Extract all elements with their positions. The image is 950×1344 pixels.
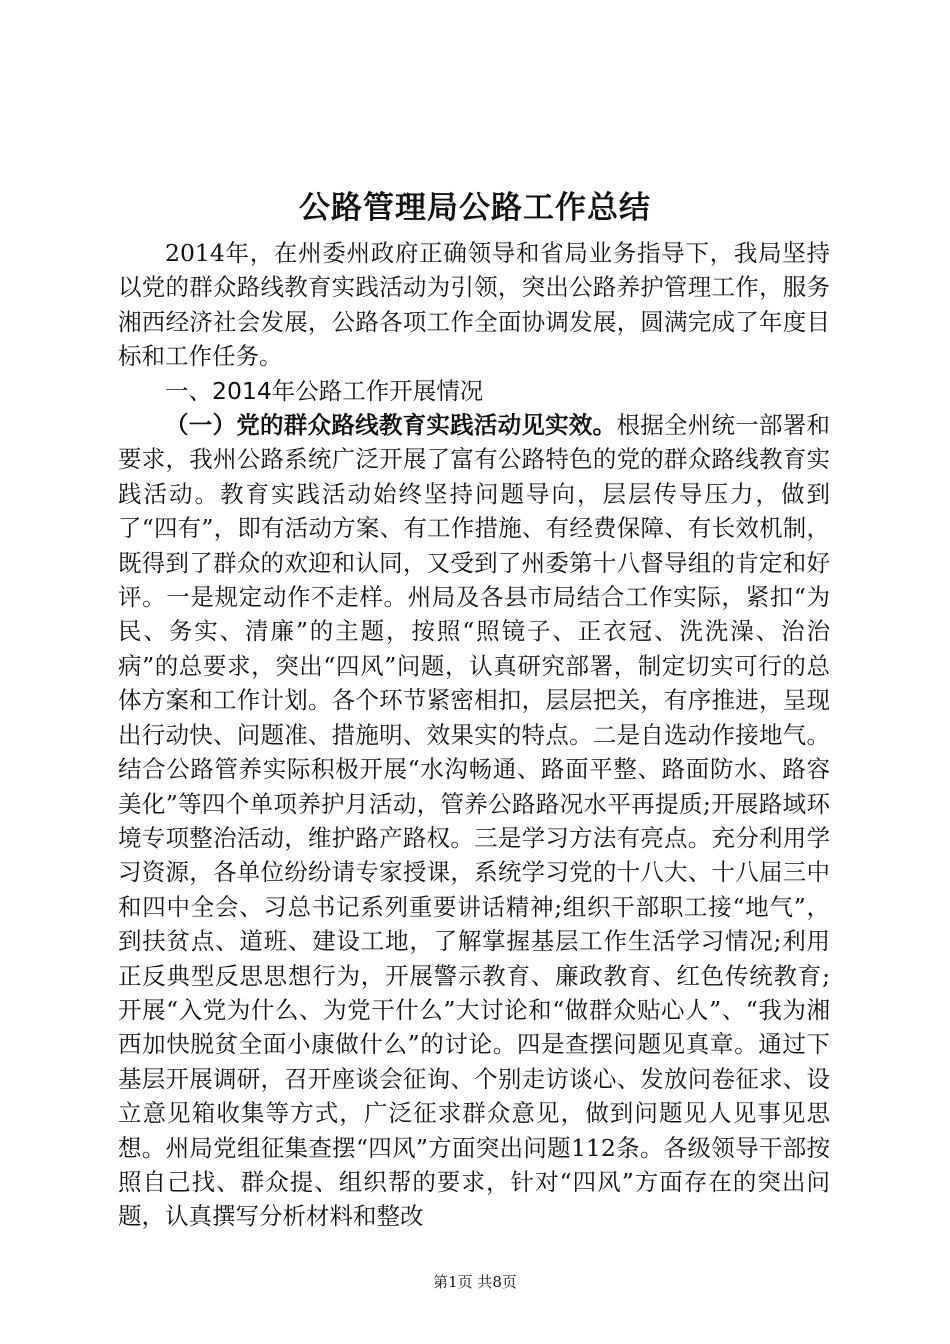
subsection-paragraph xyxy=(118,408,830,1234)
section-heading: 一、2014年公路工作开展情况 xyxy=(165,376,484,405)
page-number-footer: 第1页 共8页 xyxy=(433,1273,517,1291)
subsection-body: 根据全州统一部署和要求，我州公路系统广泛开展了富有公路特色的党的群众路线教育实践活动。教育实践活动始终坚持问题导向，层层传导压力，做到了“四有”，即有活动方案、有工作措施、有经费保障、有长效机制，既得到了群众的欢迎和认同，又受到了州委第十八督导组的肯定和好评。一是规定动作不走样。州局及各县市局结合工作实际，紧扣“为民、务实、清廉”的主题，按照“照镜子、正衣冠、洗洗澡、治治病”的总要求，突出“四风”问题，认真研究部署，制定切实可行的总体方案和工作计划。各个环节紧密相扣，层层把关，有序推进，呈现出行动快、问题准、措施明、效果实的特点。二是自选动作接地气。结合公路管养实际积极开展“水沟畅通、路面平整、路面防水、路容美化”等四个单项养护月活动，管养公路路况水平再提质;开展路域环境专项整治活动，维护路产路权。三是学习方法有亮点。充分利用学习资源，各单位纷纷请专家授课，系统学习党的十八大、十八届三中和四中全会、习总书记系列重要讲话精神;组织干部职工接“地气”，到扶贫点、道班、建设工地，了解掌握基层工作生活学习情况;利用正反典型反思思想行为，开展警示教育、廉政教育、红色传统教育;开展“入党为什么、为党干什么”大讨论和“做群众贴心人”、“我为湘西加快脱贫全面小康做什么”的讨论。四是查摆问题见真章。通过下基层开展调研，召开座谈会征询、个别走访谈心、发放问卷征求、设立意见箱收集等方式，广泛征求群众意见，做到问题见人见事见思想。州局党组征集查摆“四风”方面突出问题112条。各级领导干部按照自己找、群众提、组织帮的要求，针对“四风”方面存在的突出问题，认真撰写分析材料和整改 xyxy=(118,411,831,1231)
document-title: 公路管理局公路工作总结 xyxy=(299,190,651,226)
document-body xyxy=(118,236,830,1234)
intro-paragraph: 2014年，在州委州政府正确领导和省局业务指导下，我局坚持以党的群众路线教育实践活动为引领，突出公路养护管理工作，服务湘西经济社会发展，公路各项工作全面协调发展，圆满完成了年度目标和工作任务。 xyxy=(118,239,830,371)
subsection-heading: （一）党的群众路线教育实践活动见实效。 xyxy=(165,411,617,440)
